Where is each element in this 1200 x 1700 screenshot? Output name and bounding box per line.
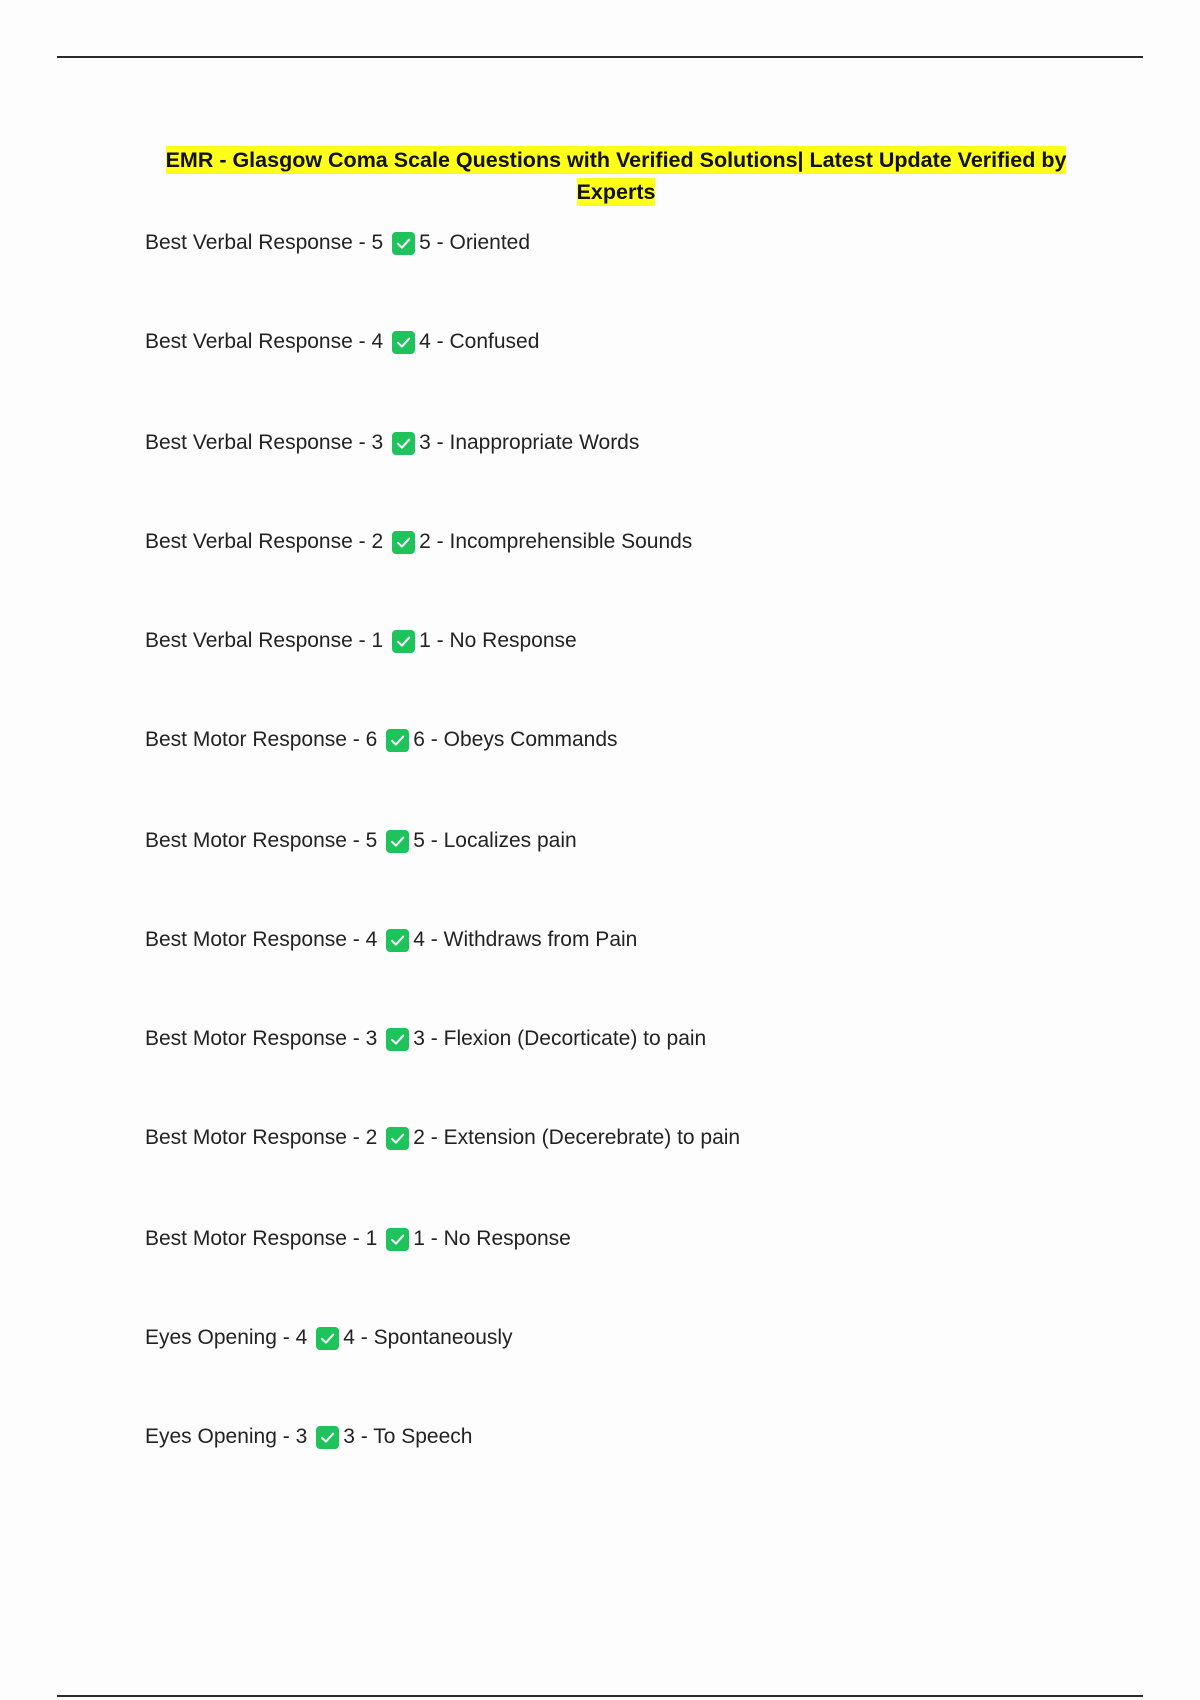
check-mark-icon (392, 331, 415, 354)
answer-text: 4 - Confused (419, 330, 540, 353)
answer-text: 3 - To Speech (343, 1425, 473, 1448)
question-text: Best Motor Response - 4 (145, 928, 378, 951)
check-mark-icon (392, 432, 415, 455)
question-text: Best Motor Response - 3 (145, 1027, 378, 1050)
answer-text: 4 - Withdraws from Pain (413, 928, 638, 951)
answer-text: 5 - Oriented (419, 231, 531, 254)
list-item (145, 1422, 472, 1452)
answer-text: 3 - Inappropriate Words (419, 431, 640, 454)
document-title (160, 144, 1072, 208)
answer-text: 6 - Obeys Commands (413, 728, 618, 751)
question-text: Best Motor Response - 1 (145, 1227, 378, 1250)
answer-text: 1 - No Response (413, 1227, 571, 1250)
footer-rule (57, 1695, 1143, 1697)
check-mark-icon (386, 1127, 409, 1150)
check-mark-icon (386, 1228, 409, 1251)
answer-text: 2 - Extension (Decerebrate) to pain (413, 1126, 741, 1149)
question-text: Best Motor Response - 5 (145, 829, 378, 852)
question-text: Best Verbal Response - 1 (145, 629, 384, 652)
list-item (145, 327, 539, 357)
check-mark-icon (316, 1426, 339, 1449)
answer-text: 1 - No Response (419, 629, 577, 652)
question-text: Best Verbal Response - 3 (145, 431, 384, 454)
check-mark-icon (386, 929, 409, 952)
check-mark-icon (392, 630, 415, 653)
list-item (145, 228, 530, 258)
answer-text: 3 - Flexion (Decorticate) to pain (413, 1027, 707, 1050)
header-rule (57, 56, 1143, 58)
list-item (145, 925, 637, 955)
check-mark-icon (386, 729, 409, 752)
list-item (145, 1123, 740, 1153)
title-highlight: EMR - Glasgow Coma Scale Questions with Verified Solutions| Latest Update Verified by Experts (165, 148, 1067, 204)
list-item (145, 1024, 706, 1054)
question-text: Best Motor Response - 6 (145, 728, 378, 751)
question-text: Best Verbal Response - 4 (145, 330, 384, 353)
check-mark-icon (386, 1028, 409, 1051)
answer-text: 4 - Spontaneously (343, 1326, 513, 1349)
question-text: Eyes Opening - 3 (145, 1425, 308, 1448)
list-item (145, 428, 639, 458)
check-mark-icon (316, 1327, 339, 1350)
check-mark-icon (392, 232, 415, 255)
question-text: Best Verbal Response - 5 (145, 231, 384, 254)
answer-text: 2 - Incomprehensible Sounds (419, 530, 693, 553)
question-text: Best Verbal Response - 2 (145, 530, 384, 553)
list-item (145, 626, 577, 656)
check-mark-icon (392, 531, 415, 554)
list-item (145, 1224, 571, 1254)
list-item (145, 527, 692, 557)
check-mark-icon (386, 830, 409, 853)
answer-text: 5 - Localizes pain (413, 829, 577, 852)
list-item (145, 826, 577, 856)
question-text: Best Motor Response - 2 (145, 1126, 378, 1149)
list-item (145, 725, 618, 755)
question-text: Eyes Opening - 4 (145, 1326, 308, 1349)
list-item (145, 1323, 513, 1353)
